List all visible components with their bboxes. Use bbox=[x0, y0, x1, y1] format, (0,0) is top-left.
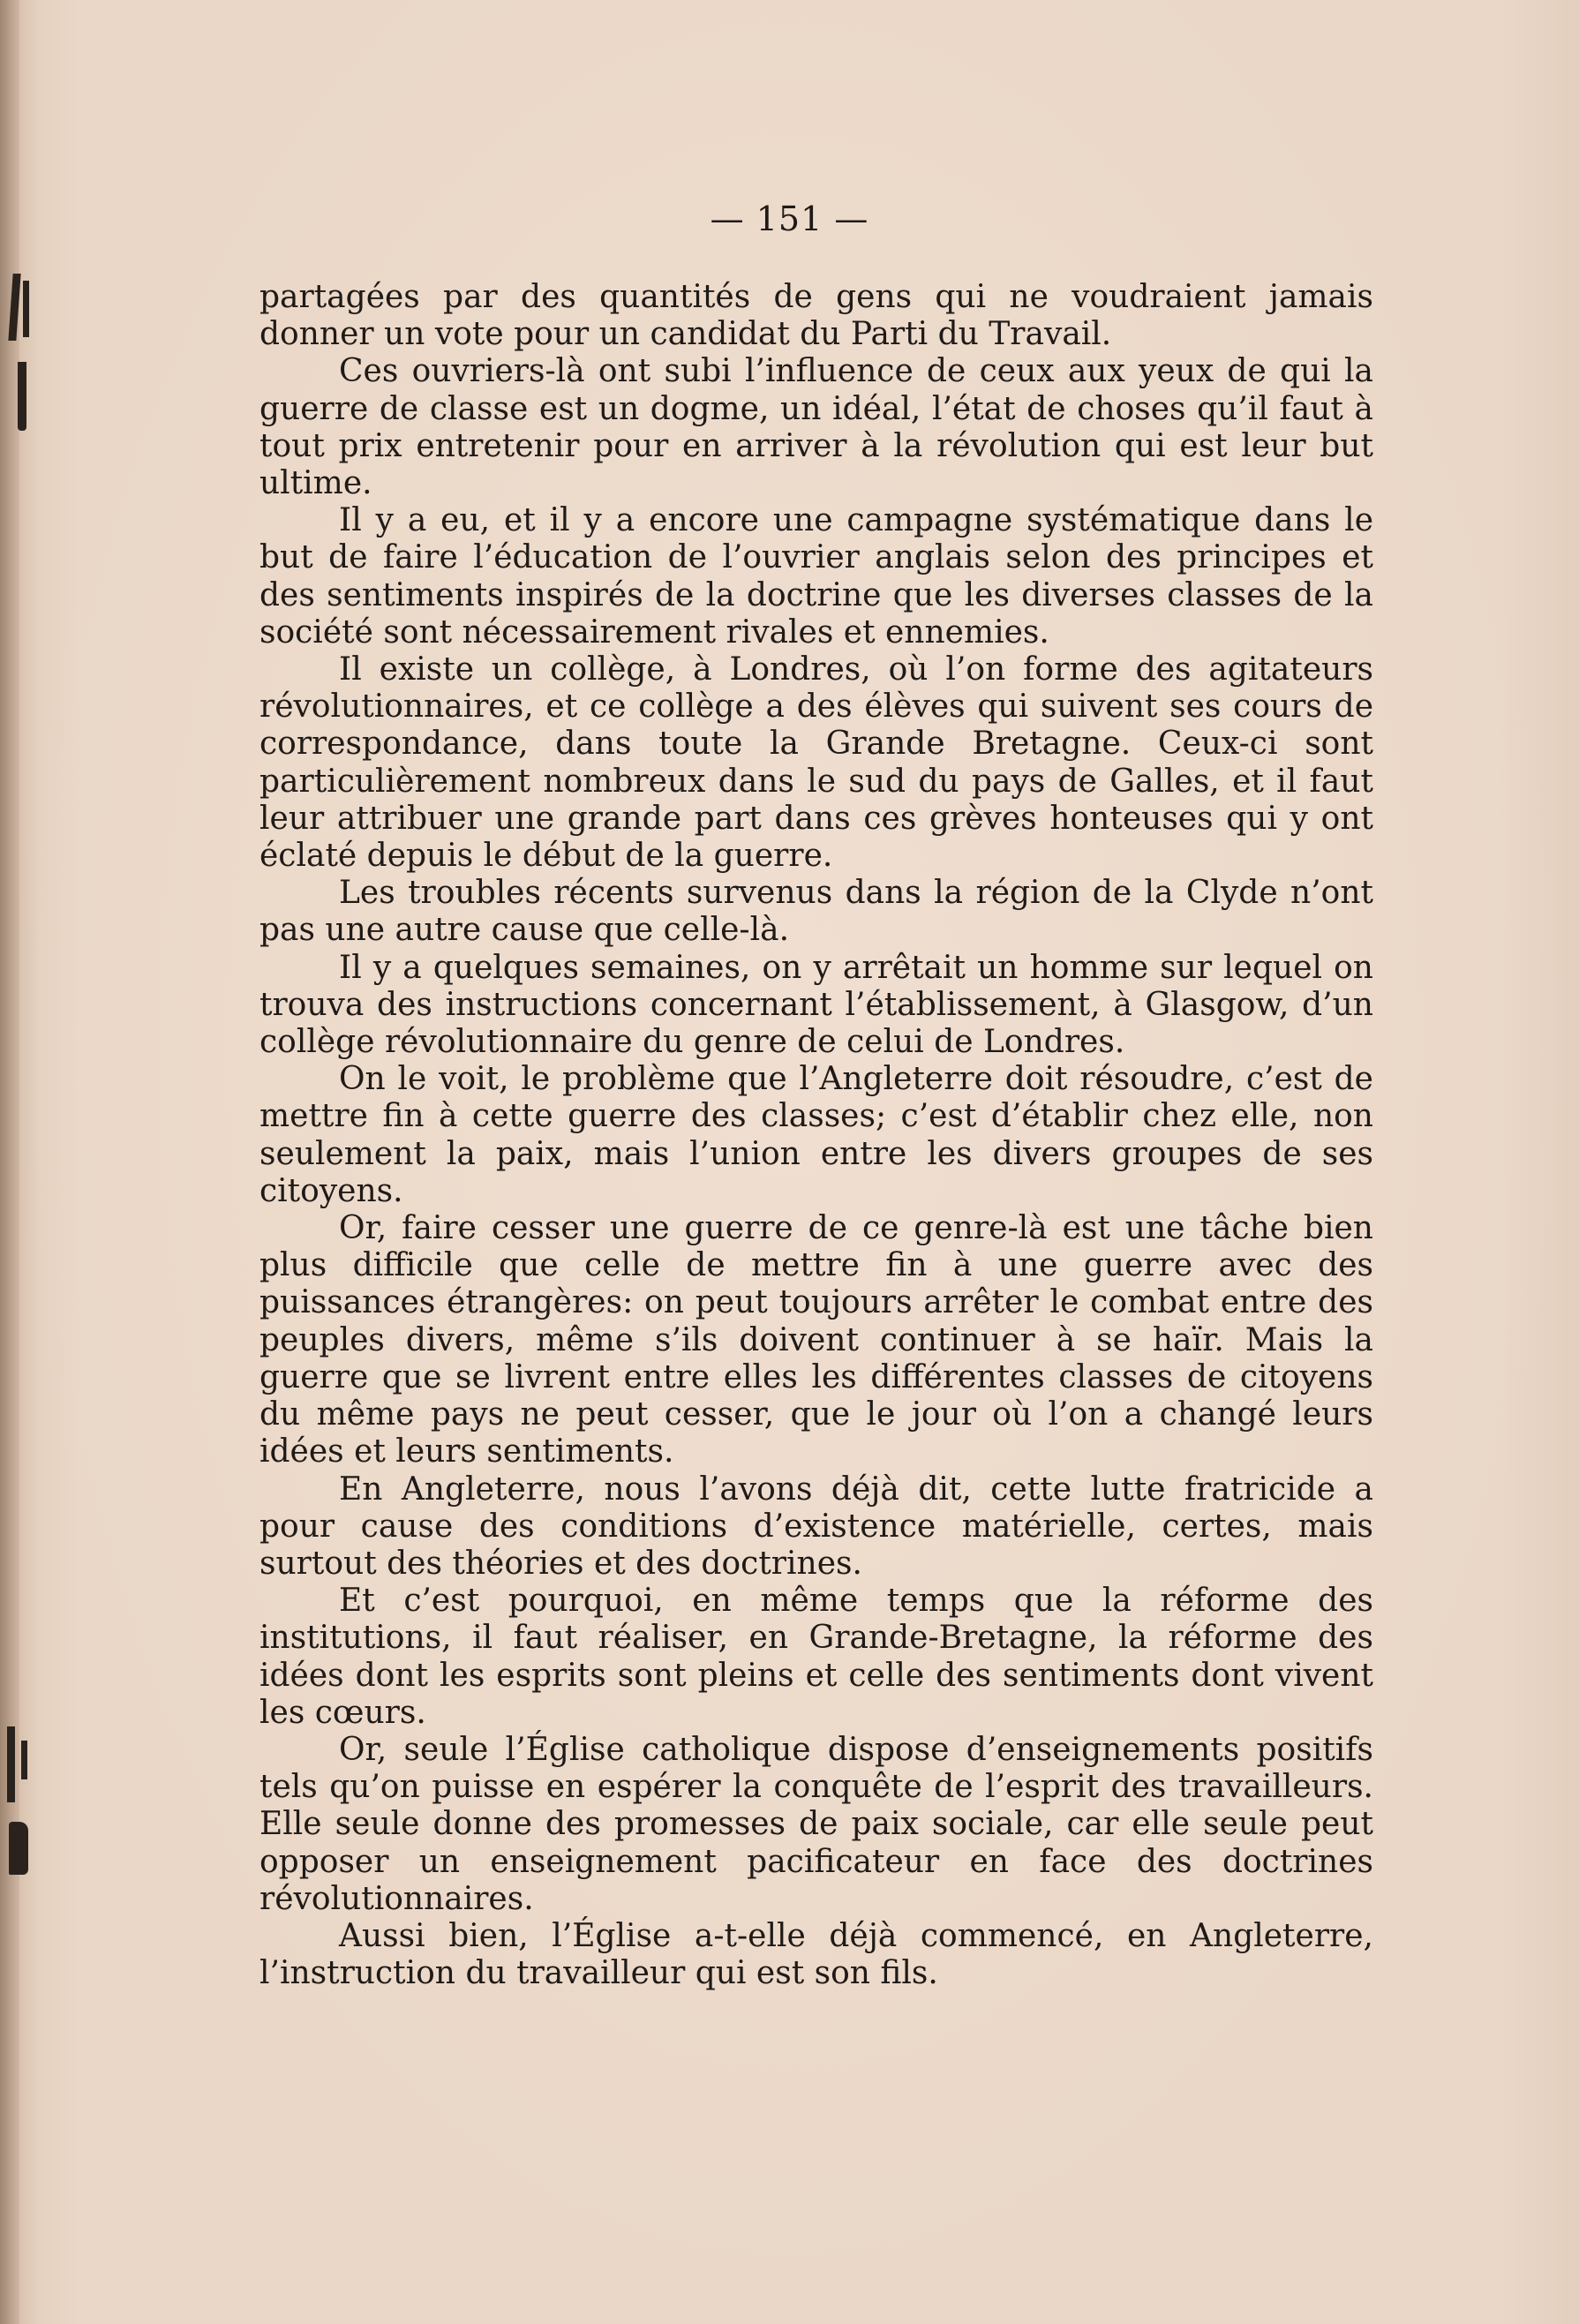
paragraph: Les troubles récents survenus dans la région de la Clyde n’ont pas une autre cause que celle-là. bbox=[259, 875, 1373, 949]
margin-ink-mark bbox=[7, 1726, 15, 1802]
paragraph: Et c’est pourquoi, en même temps que la réforme des institutions, il faut réaliser, en Grande-Bretagne, la réforme des idées dont les esprits sont pleins et celle des sentiments dont vivent les cœurs. bbox=[259, 1583, 1373, 1731]
paragraph: Or, faire cesser une guerre de ce genre-là est une tâche bien plus difficile que celle de mettre fin à une guerre avec des puissances étrangères: on peut toujours arrêter le combat entre des peuples divers, même s’ils doivent continuer à se haïr. Mais la guerre que se livrent entre elles les différentes classes de citoyens du même pays ne peut cesser, que le jour où l’on a changé leurs idées et leurs sentiments. bbox=[259, 1210, 1373, 1470]
margin-ink-mark bbox=[9, 1822, 28, 1875]
paragraph: Ces ouvriers-là ont subi l’influence de ceux aux yeux de qui la guerre de classe est un dogme, un idéal, l’état de choses qu’il faut à tout prix entretenir pour en arriver à la révolution qui est leur but ultime. bbox=[259, 353, 1373, 502]
page-number: — 151 — bbox=[710, 199, 869, 238]
paragraph: Aussi bien, l’Église a-t-elle déjà commencé, en Angleterre, l’instruction du travailleur qui est son fils. bbox=[259, 1917, 1373, 1992]
binding-edge bbox=[0, 0, 19, 2324]
paragraph: partagées par des quantités de gens qui ne voudraient jamais donner un vote pour un candidat du Parti du Travail. bbox=[259, 279, 1373, 353]
margin-ink-mark bbox=[18, 362, 26, 431]
paragraph: Il y a quelques semaines, on y arrêtait un homme sur lequel on trouva des instructions concernant l’établissement, à Glasgow, d’un collège révolutionnaire du genre de celui de Londres. bbox=[259, 949, 1373, 1061]
paragraph: On le voit, le problème que l’Angleterre doit résoudre, c’est de mettre fin à cette guerre des classes; c’est d’établir chez elle, non seulement la paix, mais l’union entre les divers groupes de ses citoyens. bbox=[259, 1061, 1373, 1209]
margin-ink-mark bbox=[21, 1741, 27, 1779]
paragraph: Or, seule l’Église catholique dispose d’enseignements positifs tels qu’on puisse en espérer la conquête de l’esprit des travailleurs. Elle seule donne des promesses de paix sociale, car elle seule peut opposer un enseignement pacificateur en face des doctrines révolutionnaires. bbox=[259, 1731, 1373, 1917]
paragraph: En Angleterre, nous l’avons déjà dit, cette lutte fratricide a pour cause des conditions d’existence matérielle, certes, mais surtout des théories et des doctrines. bbox=[259, 1470, 1373, 1582]
paragraph: Il y a eu, et il y a encore une campagne systématique dans le but de faire l’éducation de l’ouvrier anglais selon des principes et des sentiments inspirés de la doctrine que les diverses classes de la société sont nécessairement rivales et ennemies. bbox=[259, 502, 1373, 651]
margin-ink-mark bbox=[23, 281, 29, 337]
body-text bbox=[259, 279, 1373, 1992]
paragraph: Il existe un collège, à Londres, où l’on forme des agitateurs révolutionnaires, et ce collège a des élèves qui suivent ses cours de correspondance, dans toute la Grande Bretagne. Ceux-ci sont particulièrement nombreux dans le sud du pays de Galles, et il faut leur attribuer une grande part dans ces grèves honteuses qui y ont éclaté depuis le début de la guerre. bbox=[259, 651, 1373, 875]
